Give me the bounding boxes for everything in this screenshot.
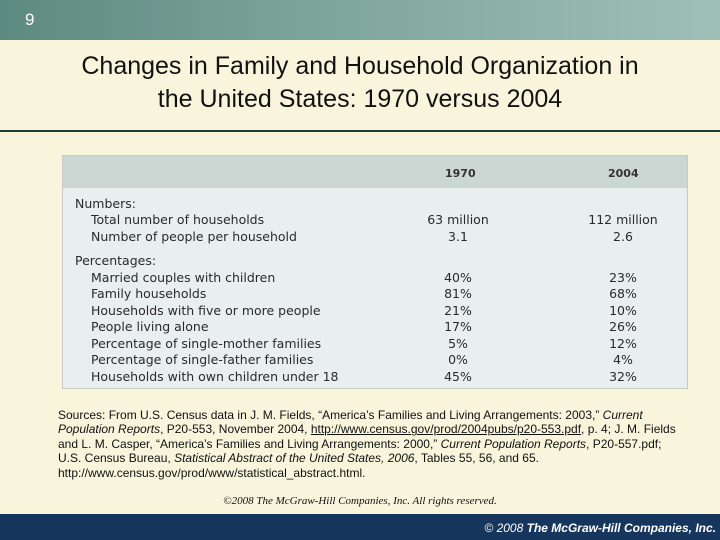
row-label: Total number of households (91, 212, 265, 227)
census-report-link[interactable]: http://www.census.gov/prod/2004pubs/p20-553.pdf (310, 422, 582, 437)
value-1970: 45% (444, 369, 472, 384)
table-row (63, 253, 687, 269)
row-label: Households with own children under 18 (91, 369, 339, 384)
table-row (63, 196, 687, 212)
title-line-2: the United States: 1970 versus 2004 (157, 85, 563, 113)
table-row (63, 369, 687, 385)
value-2004: 12% (609, 336, 637, 351)
slide-number: 9 (25, 10, 35, 29)
row-label: Married couples with children (91, 270, 276, 285)
value-2004: 23% (609, 270, 637, 285)
table-row (63, 336, 687, 352)
sources-italic: Statistical Abstract of the United States, 2006 (174, 451, 415, 466)
column-header-2004: 2004 (608, 167, 639, 180)
value-2004: 2.6 (613, 229, 633, 244)
value-1970: 81% (444, 286, 472, 301)
value-1970: 5% (448, 336, 468, 351)
header-bar (0, 0, 720, 40)
row-label: Households with five or more people (91, 303, 321, 318)
row-label: Number of people per household (91, 229, 297, 244)
table-row (63, 229, 687, 245)
value-1970: 3.1 (448, 229, 468, 244)
copyright-notice: ©2008 The McGraw-Hill Companies, Inc. All rights reserved. (223, 495, 497, 507)
table-body (63, 188, 687, 388)
value-1970: 63 million (427, 212, 489, 227)
title-line-1: Changes in Family and Household Organization in (81, 52, 639, 80)
table-row (63, 352, 687, 368)
comparison-table (62, 155, 688, 389)
table-header (63, 156, 687, 188)
value-1970: 17% (444, 319, 472, 334)
row-label: People living alone (91, 319, 209, 334)
value-2004: 26% (609, 319, 637, 334)
table-row (63, 303, 687, 319)
footer-company: The McGraw-Hill Companies, Inc. (526, 521, 716, 535)
column-header-1970: 1970 (445, 167, 476, 180)
value-2004: 68% (609, 286, 637, 301)
value-2004: 32% (609, 369, 637, 384)
value-2004: 10% (609, 303, 637, 318)
sources-text: , Tables 55, 56, and 65. http://www.census.gov/prod/www/statistical_abstract.html. (58, 451, 539, 480)
sources-note (58, 408, 683, 480)
sources-italic: Current Population Reports (440, 436, 587, 451)
slide-title (20, 50, 700, 116)
row-label: Percentage of single-mother families (91, 336, 322, 351)
value-1970: 21% (444, 303, 472, 318)
row-label: Numbers: (75, 196, 136, 211)
value-2004: 4% (613, 352, 633, 367)
sources-text: , p. 4; J. M. Fields and L. M. Casper, “America’s Families and Living Arrangements: 2000,” (58, 422, 676, 451)
value-1970: 40% (444, 270, 472, 285)
row-label: Family households (91, 286, 207, 301)
footer-bar (0, 514, 720, 540)
row-label: Percentage of single-father families (91, 352, 314, 367)
title-divider (0, 130, 720, 132)
table-row (63, 212, 687, 228)
table-row (63, 270, 687, 286)
table-row (63, 319, 687, 335)
row-label: Percentages: (75, 253, 157, 268)
value-1970: 0% (448, 352, 468, 367)
sources-text: , P20-553, November 2004, (160, 422, 311, 437)
footer-prefix: © 2008 (484, 521, 527, 535)
table-row (63, 286, 687, 302)
sources-italic: Current Population Reports (58, 408, 643, 437)
sources-text: , P20-557.pdf; U.S. Census Bureau, (58, 436, 662, 466)
footer-credit (484, 521, 716, 535)
value-2004: 112 million (588, 212, 658, 227)
sources-text: Sources: From U.S. Census data in J. M. Fields, “America’s Families and Living Arrangements: 2003,” (58, 408, 603, 422)
